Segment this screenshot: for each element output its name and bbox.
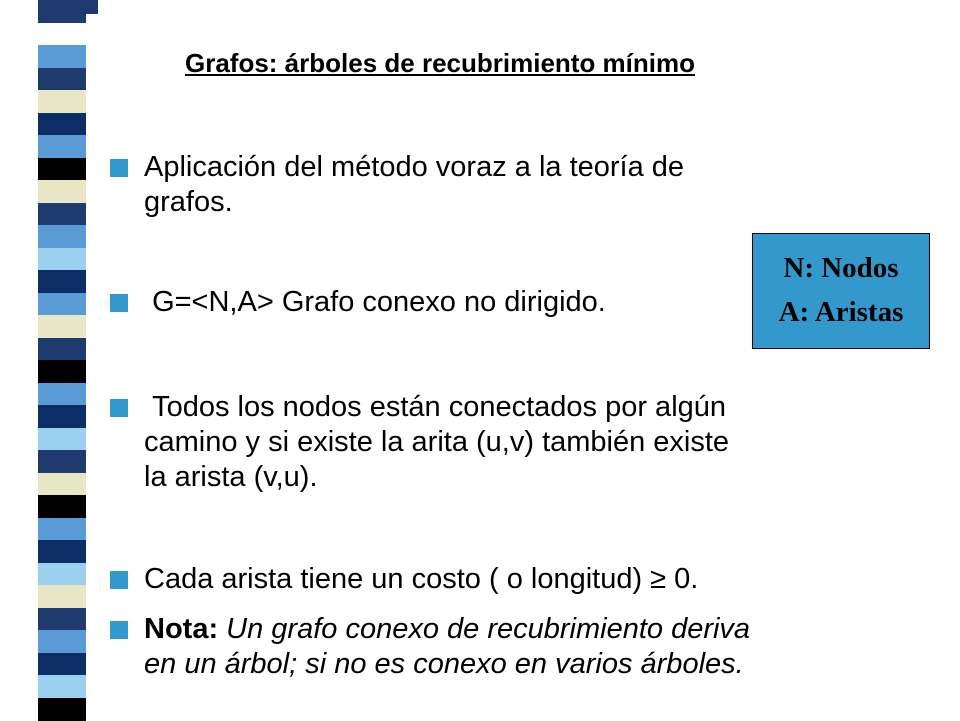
stripe-segment	[38, 158, 86, 181]
stripe-segment	[38, 630, 86, 653]
slide-title: Grafos: árboles de recubrimiento mínimo	[185, 48, 695, 78]
legend-line-edges: A: Aristas	[778, 296, 904, 328]
stripe-segment	[38, 0, 86, 23]
legend-box	[752, 233, 930, 349]
bullet-text: G=<N,A> Grafo conexo no dirigido.	[144, 286, 606, 318]
stripe-segment	[38, 653, 86, 676]
stripe-segment	[38, 270, 86, 293]
stripe-segment	[38, 360, 86, 383]
stripe-segment	[38, 383, 86, 406]
stripe-segment	[38, 495, 86, 518]
stripe-segment	[38, 608, 86, 631]
bullet-square-icon	[110, 159, 128, 177]
stripe-segment	[38, 675, 86, 698]
bullet-square-icon	[110, 399, 128, 417]
bullet-square-icon	[110, 621, 128, 639]
bullet-text: Todos los nodos están conectados por algún camino y si existe la arita (u,v) también existe la arista (v,u).	[144, 391, 730, 493]
stripe-segment	[38, 248, 86, 271]
stripe-segment	[38, 180, 86, 203]
legend-line-nodes: N: Nodos	[783, 252, 899, 284]
stripe-segment	[38, 585, 86, 608]
stripe-segment	[38, 203, 86, 226]
nota-lead: Nota:	[144, 613, 219, 645]
nota-text	[144, 612, 934, 682]
bullet-text: Aplicación del método voraz a la teoría de grafos.	[144, 151, 685, 218]
stripe-segment	[38, 450, 86, 473]
stripe-segment	[38, 113, 86, 136]
stripe-segment	[38, 23, 86, 46]
stripe-segment	[38, 698, 86, 721]
stripe-segment	[38, 68, 86, 91]
stripe-segment	[38, 540, 86, 563]
stripe-segment	[38, 45, 86, 68]
stripe-segment	[38, 315, 86, 338]
stripe-segment	[38, 428, 86, 451]
stripe-edge	[86, 0, 98, 14]
stripe-segment	[38, 338, 86, 361]
decorative-stripe-bar	[38, 0, 86, 720]
stripe-segment	[38, 293, 86, 316]
bullet-text: Cada arista tiene un costo ( o longitud) ≥ 0.	[144, 563, 699, 595]
stripe-segment	[38, 405, 86, 428]
stripe-segment	[38, 90, 86, 113]
bullet-square-icon	[110, 294, 128, 312]
stripe-segment	[38, 518, 86, 541]
nota-body: Un grafo conexo de recubrimiento deriva en un árbol; si no es conexo en varios árboles.	[144, 613, 751, 680]
stripe-segment	[38, 563, 86, 586]
stripe-segment	[38, 473, 86, 496]
bullet-square-icon	[110, 571, 128, 589]
stripe-segment	[38, 225, 86, 248]
stripe-segment	[38, 135, 86, 158]
